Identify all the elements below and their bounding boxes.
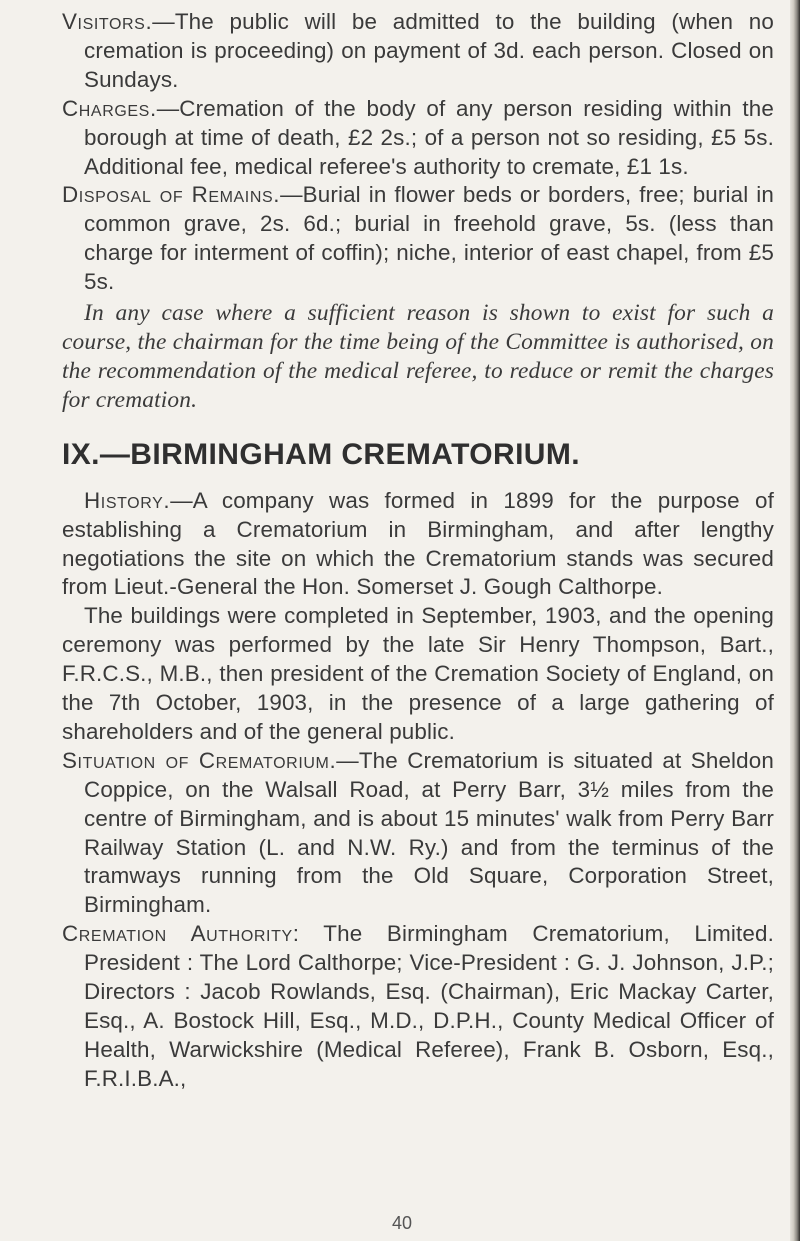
situation-label: Situation of Crematorium.: [62, 747, 337, 773]
disposal-label: Disposal of Remains.: [62, 182, 281, 208]
authority-text: : The Birmingham Crematorium, Limited. President : The Lord Calthorpe; Vice-President : G. J. Johnson, J.P.; Directors : Jacob Rowlands, Esq. (Chairman), Eric Mackay Carter, Esq., A. Bostock Hill, Esq., M.D., D.P.H., County Medical Officer of Health, Warwickshire (Medical Referee), Frank B. Osborn, Esq., F.R.I.B.A.,: [84, 921, 774, 1091]
book-spine-edge: [790, 0, 800, 1241]
situation-text: —The Crematorium is situated at Sheldon Coppice, on the Walsall Road, at Perry Barr, 3½ miles from the centre of Birmingham, and is about 15 minutes' walk from Perry Barr Railway Station (L. and N.W. Ry.) and from the terminus of the tramways running from the Old Square, Corporation Street, Birmingham.: [84, 747, 774, 918]
page-body: [62, 8, 774, 1094]
section-heading: IX.—BIRMINGHAM CREMATORIUM.: [62, 437, 581, 471]
history-paragraph: [62, 487, 774, 603]
disposal-paragraph: [62, 181, 774, 297]
situation-paragraph: [62, 747, 774, 920]
disposal-text: —Burial in flower beds or borders, free; burial in common grave, 2s. 6d.; burial in freehold grave, 5s. (less than charge for interment of coffin); niche, interior of east chapel, from £5 5s.: [84, 182, 774, 295]
visitors-label: Visitors.: [62, 9, 153, 34]
history-text: —A company was formed in 1899 for the purpose of establishing a Crematorium in Birmingham, and after lengthy negotiations the site on which the Crematorium stands was secured from Lieut.-General the Hon. Somerset J. Gough Calthorpe.: [62, 487, 774, 600]
charges-remission-note: In any case where a sufficient reason is shown to exist for such a course, the chairman for the time being of the Committee is authorised, on the recommendation of the medical referee, to reduce or remit the charges for cremation.: [62, 300, 774, 413]
page-number: 40: [392, 1213, 413, 1233]
buildings-paragraph: The buildings were completed in September, 1903, and the opening ceremony was performed by the late Sir Henry Thompson, Bart., F.R.C.S., M.B., then president of the Cremation Society of England, on the 7th October, 1903, in the presence of a large gathering of shareholders and of the general public.: [62, 603, 774, 744]
visitors-text: —The public will be admitted to the building (when no cremation is proceeding) on payment of 3d. each person. Closed on Sundays.: [84, 9, 774, 92]
visitors-paragraph: [62, 8, 774, 95]
charges-label: Charges.: [62, 95, 157, 121]
history-label: History.: [84, 487, 171, 513]
charges-text: —Cremation of the body of any person residing within the borough at time of death, £2 2s.; of a person not so residing, £5 5s. Additional fee, medical referee's authority to cremate, £1 1s.: [84, 95, 774, 179]
authority-label: Cremation Authority: [62, 921, 293, 947]
charges-paragraph: [62, 95, 774, 182]
authority-paragraph: [62, 920, 774, 1093]
